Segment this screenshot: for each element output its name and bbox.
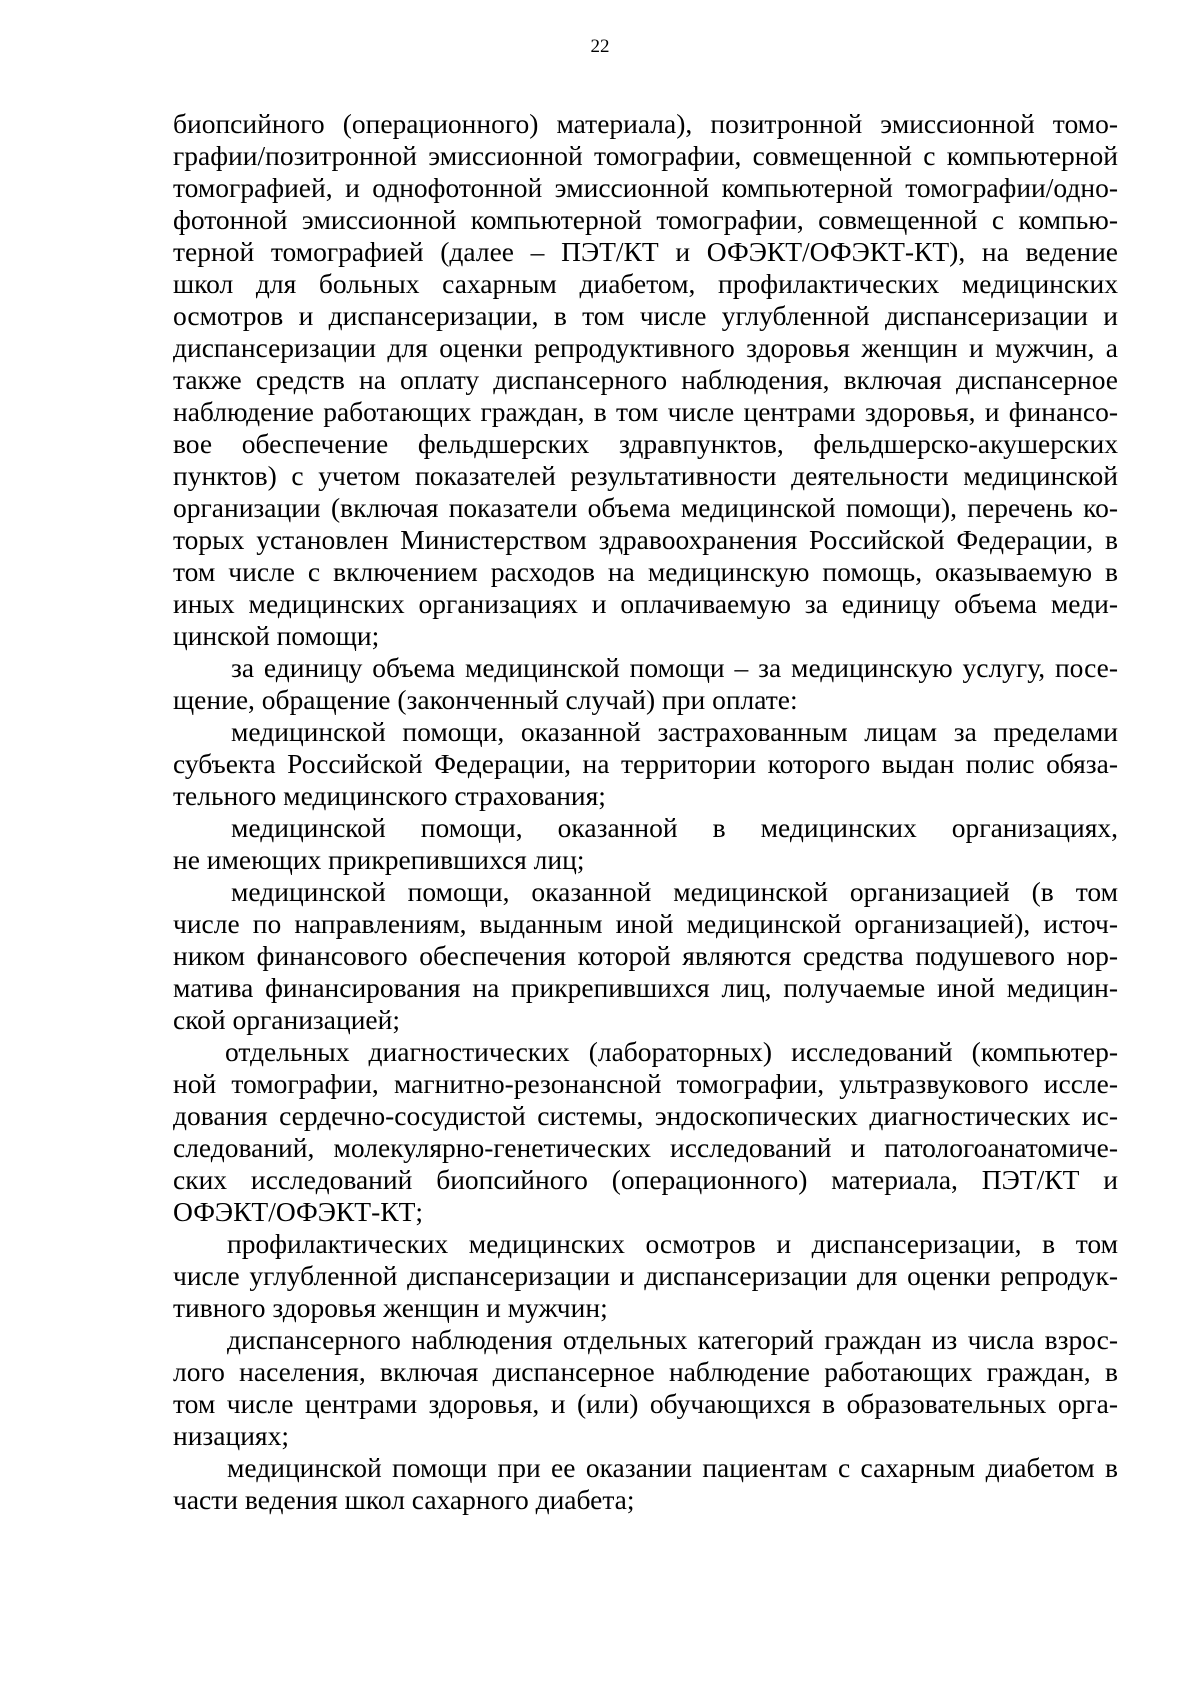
text-line: медицинской помощи при ее оказании пациентам с сахарным диабетом в [227,1452,1118,1483]
text-line: фотонной эмиссионной компьютерной томографии, совмещенной с компью- [173,204,1118,235]
text-line: следований, молекулярно-генетических исследований и патологоанатомиче- [173,1132,1118,1163]
text-line: не имеющих прикрепившихся лиц; [173,844,585,875]
text-line: цинской помощи; [173,620,380,651]
document-body [173,108,1118,1516]
text-line: иных медицинских организациях и оплачиваемую за единицу объема меди- [173,588,1118,619]
text-line: диспансерного наблюдения отдельных категорий граждан из числа взрос- [227,1324,1118,1355]
text-line: медицинской помощи, оказанной медицинской организацией (в том [231,876,1118,907]
text-line: щение, обращение (законченный случай) при оплате: [173,684,798,715]
page-number: 22 [590,36,610,57]
text-line: ской организацией; [173,1004,400,1035]
text-line: числе по направлениям, выданным иной медицинской организацией), источ- [173,908,1118,939]
text-line: вое обеспечение фельдшерских здравпунктов, фельдшерско-акушерских [173,428,1118,459]
text-line: ОФЭКТ/ОФЭКТ-КТ; [173,1196,424,1227]
text-line: том числе центрами здоровья, и (или) обучающихся в образовательных орга- [173,1388,1118,1419]
text-line: отдельных диагностических (лабораторных) исследований (компьютер- [225,1036,1118,1067]
text-line: медицинской помощи, оказанной в медицинских организациях, [231,812,1118,843]
text-line: школ для больных сахарным диабетом, профилактических медицинских [173,268,1118,299]
text-line: медицинской помощи, оказанной застрахованным лицам за пределами [231,716,1118,747]
text-line: субъекта Российской Федерации, на территории которого выдан полис обяза- [173,748,1118,779]
text-line: графии/позитронной эмиссионной томографии, совмещенной с компьютерной [173,140,1118,171]
text-line: пунктов) с учетом показателей результативности деятельности медицинской [173,460,1118,491]
text-line: профилактических медицинских осмотров и диспансеризации, в том [227,1228,1118,1259]
text-line: ских исследований биопсийного (операционного) материала, ПЭТ/КТ и [173,1164,1118,1195]
text-line: дования сердечно-сосудистой системы, эндоскопических диагностических ис- [173,1100,1118,1131]
text-line: организации (включая показатели объема медицинской помощи), перечень ко- [173,492,1118,523]
text-line: ной томографии, магнитно-резонансной томографии, ультразвукового иссле- [173,1068,1118,1099]
text-line: биопсийного (операционного) материала), позитронной эмиссионной томо- [173,108,1118,139]
text-line: части ведения школ сахарного диабета; [173,1484,635,1515]
text-line: тивного здоровья женщин и мужчин; [173,1292,608,1323]
text-line: тельного медицинского страхования; [173,780,606,811]
text-line: наблюдение работающих граждан, в том числе центрами здоровья, и финансо- [173,396,1118,427]
text-line: низациях; [173,1420,289,1451]
text-line: торых установлен Министерством здравоохранения Российской Федерации, в [173,524,1118,555]
text-line: лого населения, включая диспансерное наблюдение работающих граждан, в [173,1356,1118,1387]
text-line: диспансеризации для оценки репродуктивного здоровья женщин и мужчин, а [173,332,1118,363]
text-line: матива финансирования на прикрепившихся лиц, получаемые иной медицин- [173,972,1118,1003]
text-line: терной томографией (далее – ПЭТ/КТ и ОФЭКТ/ОФЭКТ-КТ), на ведение [173,236,1118,267]
text-line: числе углубленной диспансеризации и диспансеризации для оценки репродук- [173,1260,1118,1291]
text-line: также средств на оплату диспансерного наблюдения, включая диспансерное [173,364,1118,395]
text-line: ником финансового обеспечения которой являются средства подушевого нор- [173,940,1118,971]
text-line: за единицу объема медицинской помощи – за медицинскую услугу, посе- [231,652,1118,683]
text-line: томографией, и однофотонной эмиссионной компьютерной томографии/одно- [173,172,1118,203]
text-line: осмотров и диспансеризации, в том числе углубленной диспансеризации и [173,300,1118,331]
text-line: том числе с включением расходов на медицинскую помощь, оказываемую в [173,556,1118,587]
